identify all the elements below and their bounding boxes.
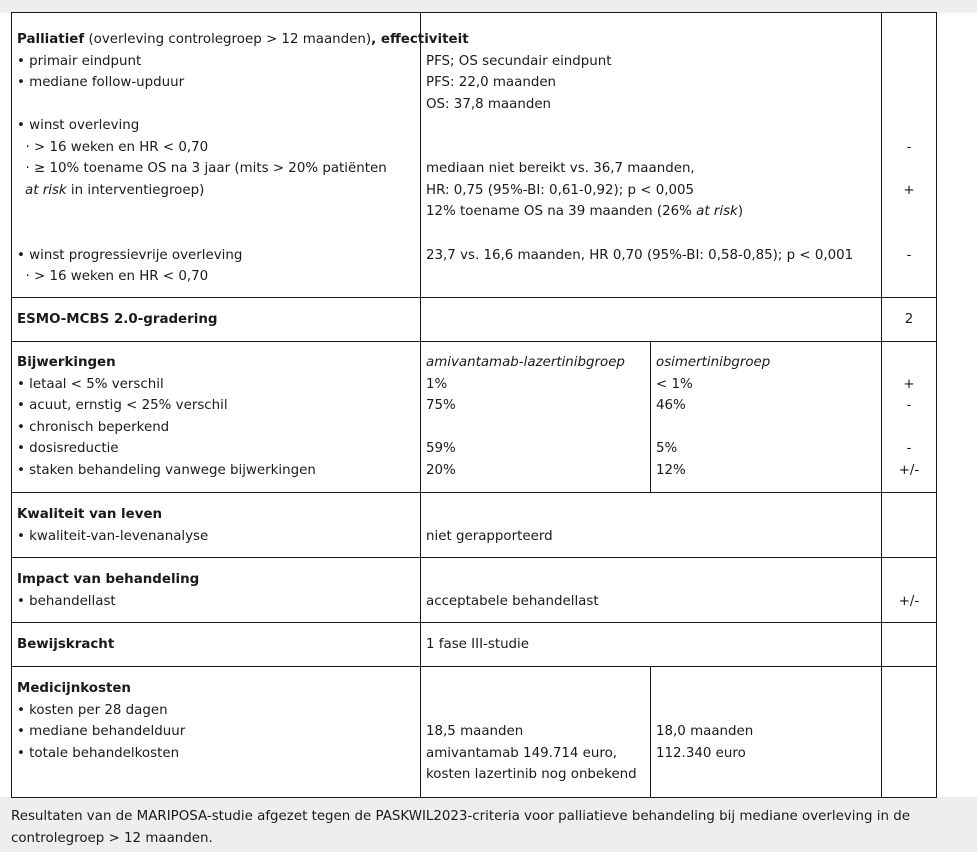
bijwerkingen-group-a [421, 342, 651, 493]
label-letaal: • letaal < 5% verschil [17, 376, 164, 392]
label-winst-pfs: • winst progressievrije overleving [17, 247, 243, 263]
score-staken: +/- [898, 462, 920, 478]
score-dosisreductie: - [906, 441, 912, 456]
kosten-b-duur: 18,0 maanden [656, 724, 754, 739]
esmo-score: 2 [882, 298, 937, 342]
label-winst-overleving: • winst overleving [17, 118, 140, 133]
score-letaal: + [903, 376, 915, 392]
row-esmo [12, 298, 937, 342]
group-b-header: osimertinibgroep [656, 355, 771, 370]
row-bijwerkingen [12, 342, 937, 493]
value-pfs: 23,7 vs. 16,6 maanden, HR 0,70 (95%-BI: 0,58-0,85); p < 0,001 [426, 247, 854, 263]
value-os-median: mediaan niet bereikt vs. 36,7 maanden, [426, 161, 695, 176]
value-primair: PFS; OS secundair eindpunt [426, 53, 612, 69]
score-acuut: - [906, 398, 912, 413]
palliatief-scores [882, 13, 937, 298]
impact-score: +/- [898, 593, 920, 609]
label-staken: • staken behandeling vanwege bijwerkingen [17, 462, 316, 478]
label-primair-eindpunt: • primair eindpunt [17, 53, 142, 69]
kosten-label-totaal: • totale behandelkosten [17, 745, 180, 761]
kwaliteit-value: niet gerapporteerd [426, 528, 553, 544]
palliatief-title: Palliatief (overleving controlegroep > 12 maanden), effectiviteit [17, 32, 469, 47]
label-sub-at-risk: at risk in interventiegroep) [25, 182, 205, 198]
impact-label: • behandellast [17, 593, 116, 609]
palliatief-labels [12, 13, 469, 298]
value-followup-pfs: PFS: 22,0 maanden [426, 75, 557, 90]
score-os-16-weken: - [906, 139, 912, 155]
b-acuut: 46% [656, 398, 686, 413]
a-staken: 20% [426, 462, 456, 478]
label-sub-16-weken: · > 16 weken en HR < 0,70 [17, 139, 209, 155]
kosten-label-28-dagen: • kosten per 28 dagen [17, 702, 168, 718]
a-acuut: 75% [426, 398, 456, 413]
group-a-header: amivantamab-lazertinibgroep [426, 355, 625, 370]
impact-title: Impact van behandeling [17, 572, 200, 587]
b-letaal: < 1% [656, 376, 693, 392]
value-followup-os: OS: 37,8 maanden [426, 96, 552, 112]
row-kosten [12, 667, 937, 798]
kosten-a-totaal-2: kosten lazertinib nog onbekend [426, 767, 637, 782]
label-chronisch: • chronisch beperkend [17, 419, 170, 435]
kosten-label-behandelduur: • mediane behandelduur [17, 724, 186, 739]
b-staken: 12% [656, 462, 686, 478]
label-dosisreductie: • dosisreductie [17, 441, 119, 456]
row-bewijskracht [12, 623, 937, 667]
value-os-hr: HR: 0,75 (95%-BI: 0,61-0,92); p < 0,005 [426, 182, 695, 198]
score-pfs: - [906, 247, 912, 263]
b-chronisch [656, 417, 876, 439]
table-caption: Resultaten van de MARIPOSA-studie afgezet tegen de PASKWIL2023-criteria voor palliatieve behandeling bij mediane overleving in de controlegroep > 12 maanden. [11, 809, 910, 846]
score-os-10-procent: + [903, 182, 915, 198]
impact-value: acceptabele behandellast [426, 593, 599, 609]
a-letaal: 1% [426, 376, 448, 392]
label-sub-10-procent: · ≥ 10% toename OS na 3 jaar (mits > 20% patiënten [17, 161, 387, 176]
bijwerkingen-title: Bijwerkingen [17, 355, 116, 370]
row-kwaliteit [12, 493, 937, 558]
a-chronisch [426, 417, 645, 439]
kwaliteit-title: Kwaliteit van leven [17, 507, 163, 522]
a-dosisreductie: 59% [426, 441, 456, 456]
bewijskracht-title: Bewijskracht [17, 636, 115, 652]
b-dosisreductie: 5% [656, 441, 678, 456]
kosten-title: Medicijnkosten [17, 681, 131, 696]
kosten-b-totaal: 112.340 euro [656, 745, 746, 761]
esmo-label: ESMO-MCBS 2.0-gradering [17, 311, 218, 327]
bijwerkingen-scores [882, 342, 937, 493]
kwaliteit-label: • kwaliteit-van-levenanalyse [17, 528, 209, 544]
kosten-a-duur: 18,5 maanden [426, 724, 524, 739]
paskwil-table [11, 12, 937, 798]
kwaliteit-score [882, 526, 936, 548]
row-impact [12, 558, 937, 623]
palliatief-values [421, 13, 882, 298]
bewijskracht-value: 1 fase III-studie [421, 623, 882, 667]
label-sub-pfs-16-weken: · > 16 weken en HR < 0,70 [17, 269, 209, 284]
value-os-increase: 12% toename OS na 39 maanden (26% at risk) [426, 204, 744, 219]
label-acuut: • acuut, ernstig < 25% verschil [17, 398, 228, 413]
bijwerkingen-group-b [651, 342, 882, 493]
label-follow-upduur: • mediane follow-upduur [17, 75, 185, 90]
bewijskracht-score [882, 623, 937, 667]
score-chronisch [882, 417, 936, 439]
kosten-a-totaal-1: amivantamab 149.714 euro, [426, 745, 618, 761]
row-palliatief [12, 13, 937, 298]
bijwerkingen-labels [12, 342, 421, 493]
